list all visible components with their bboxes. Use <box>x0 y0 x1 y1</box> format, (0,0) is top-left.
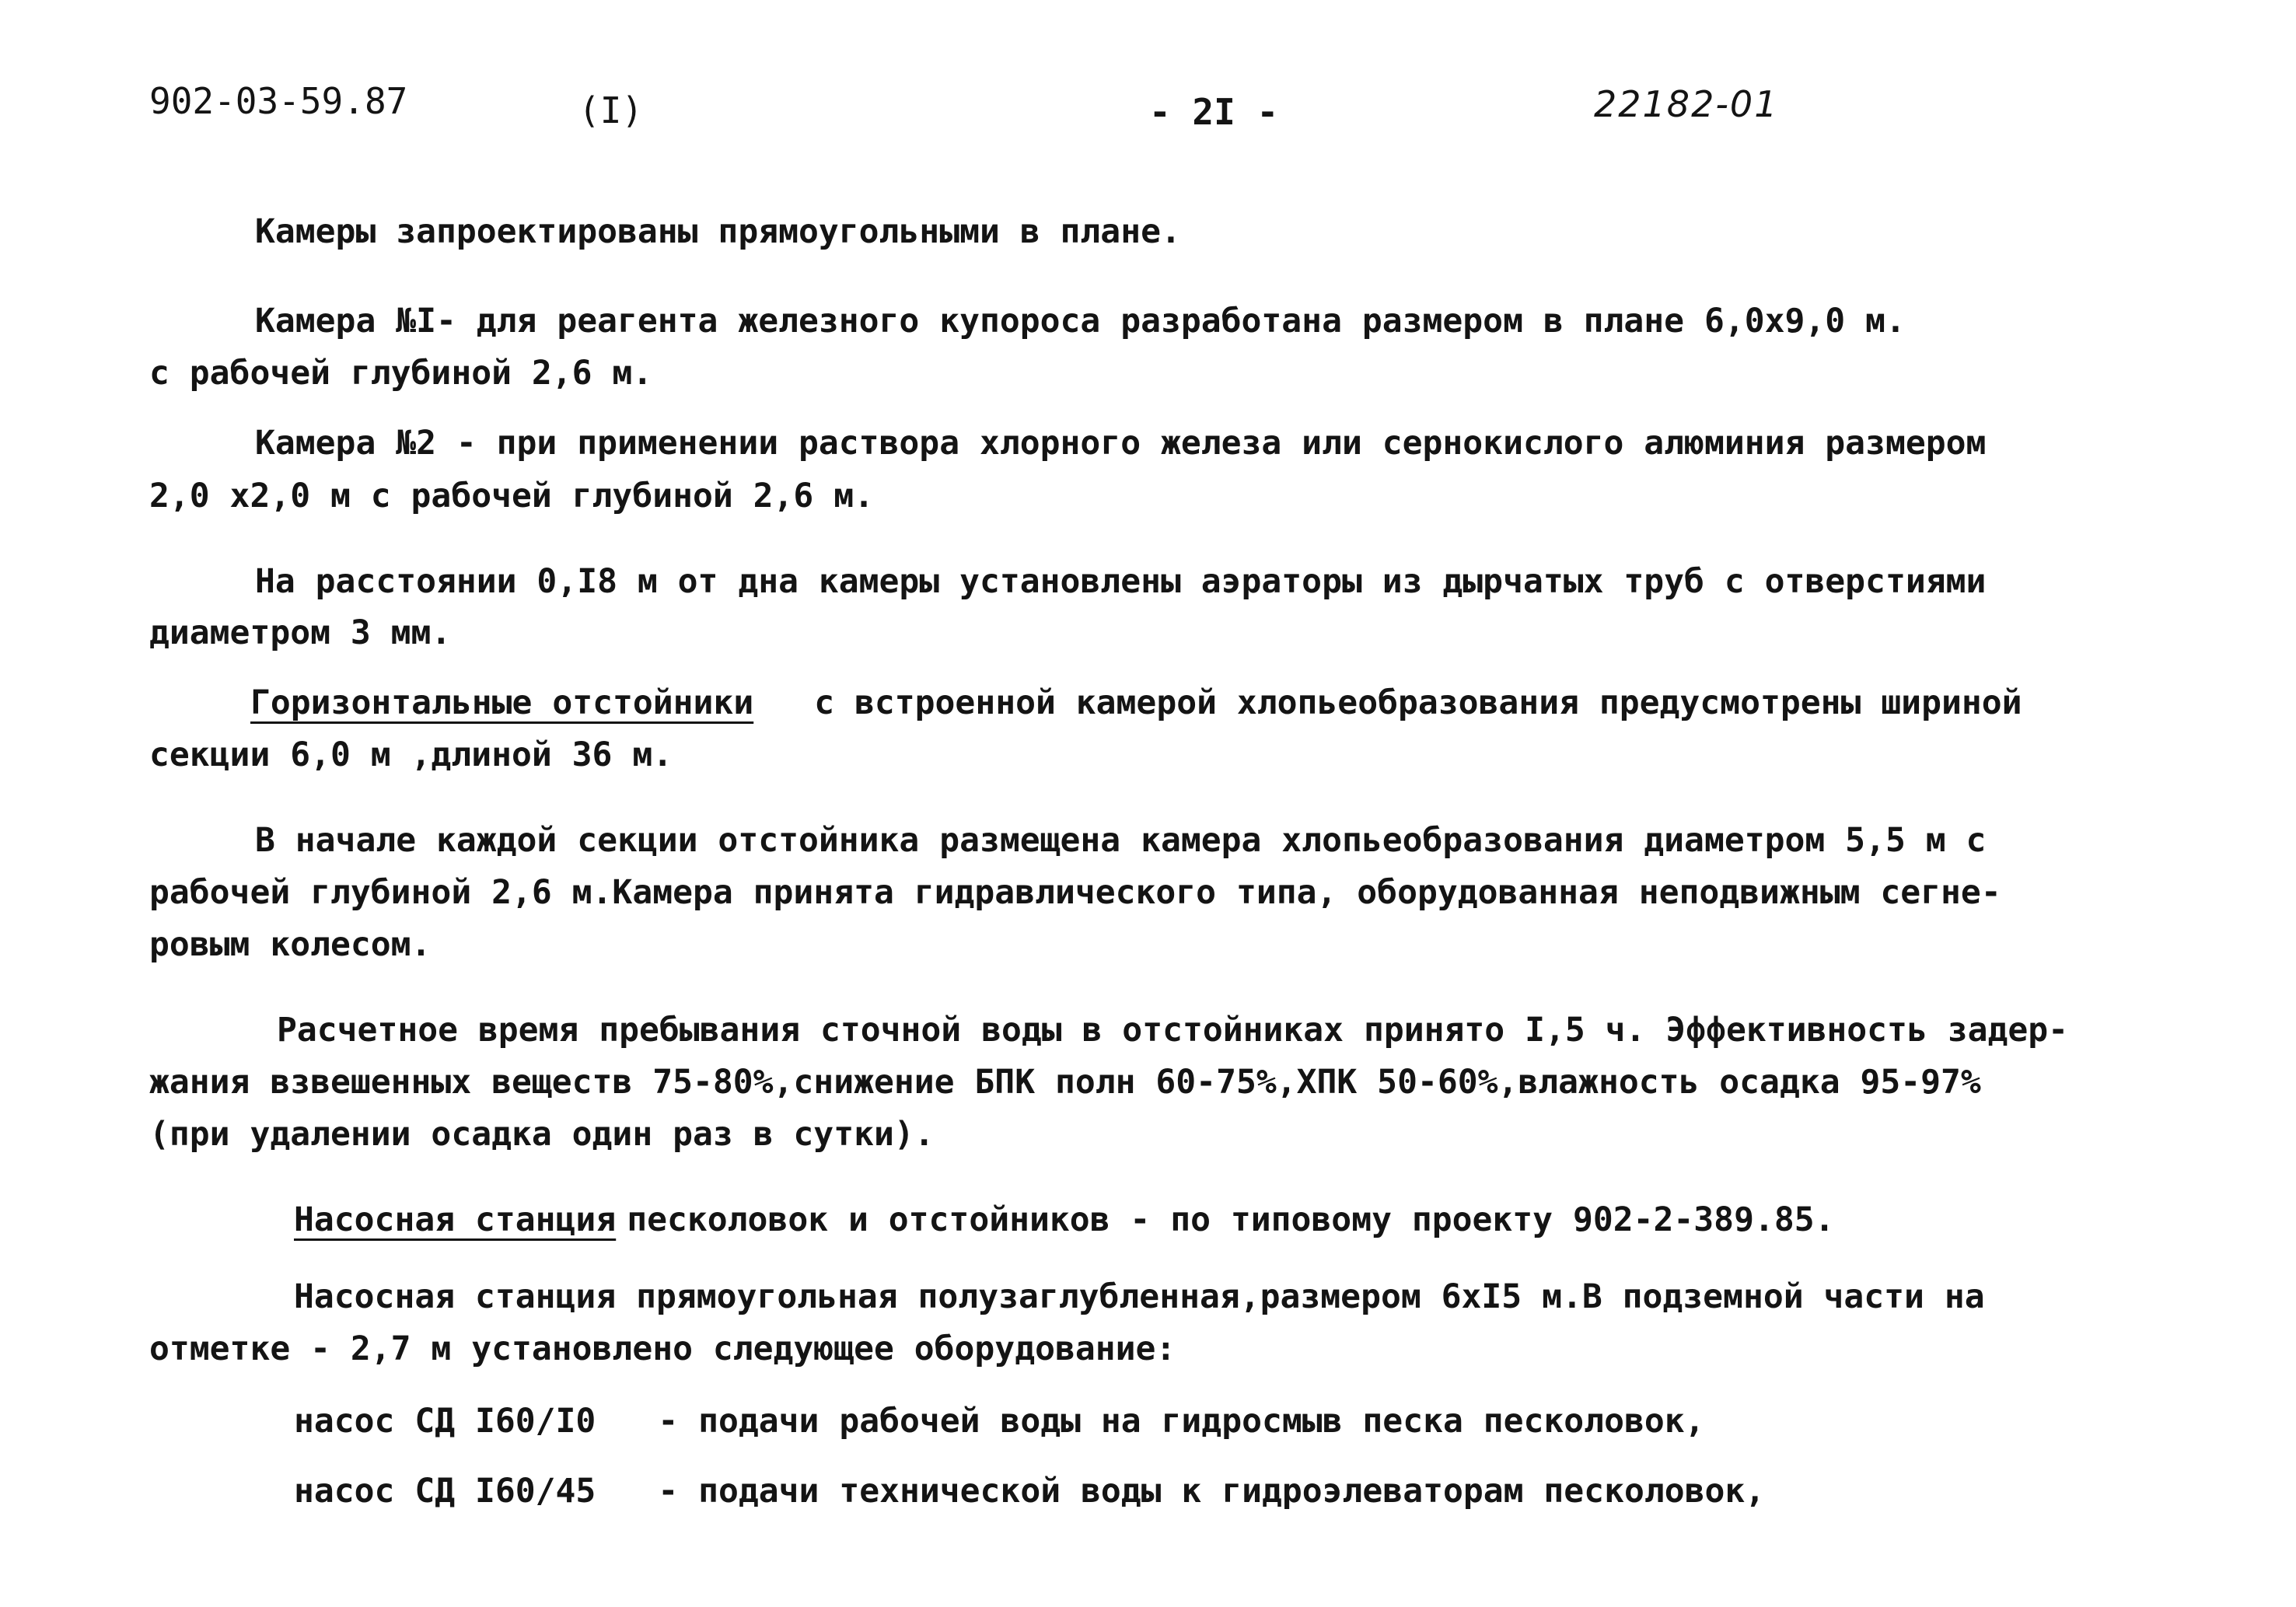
paragraph-line: Камеры запроектированы прямоугольными в плане. <box>255 212 1181 251</box>
paragraph-line: Расчетное время пребывания сточной воды в отстойниках принято I,5 ч. Эффективность задер- <box>277 1011 2069 1050</box>
list-item-desc: - подачи технической воды к гидроэлеваторам песколовок, <box>658 1472 1766 1511</box>
paragraph-line: рабочей глубиной 2,6 м.Камера принята гидравлического типа, оборудованная неподвижным сегне- <box>149 873 2001 912</box>
doc-code: 902-03-59.87 <box>149 80 408 122</box>
paragraph-line: На расстоянии 0,I8 м от дна камеры установлены аэраторы из дырчатых труб с отверстиями <box>255 562 1987 601</box>
section-heading: Насосная станция <box>294 1200 617 1239</box>
paragraph-text: с встроенной камерой хлопьеобразования предусмотрены шириной <box>814 683 2022 722</box>
paragraph-line <box>250 681 2022 725</box>
inventory-number: 22182-01 <box>1594 83 1779 125</box>
paragraph-line: 2,0 x2,0 м с рабочей глубиной 2,6 м. <box>149 477 874 515</box>
part-number: (I) <box>578 89 644 131</box>
paragraph-text: песколовок и отстойников - по типовому проекту 902-2-389.85. <box>627 1200 1835 1239</box>
page-header <box>0 78 2296 140</box>
paragraph-line: В начале каждой секции отстойника размещена камера хлопьеобразования диаметром 5,5 м с <box>255 821 1987 860</box>
section-heading: Горизонтальные отстойники <box>250 683 754 722</box>
list-item <box>294 1469 1765 1513</box>
paragraph-line: отметке - 2,7 м установлено следующее оборудование: <box>149 1329 1176 1368</box>
paragraph-line: с рабочей глубиной 2,6 м. <box>149 354 653 393</box>
paragraph-line: жания взвешенных веществ 75-80%,снижение БПК полн 60-75%,ХПК 50-60%,влажность осадка 95-97% <box>149 1063 1981 1102</box>
list-item <box>294 1399 1705 1443</box>
page-number: - 2I - <box>1149 91 1279 133</box>
list-item-label: насос СД I60/45 <box>294 1472 596 1511</box>
paragraph-line: диаметром 3 мм. <box>149 613 452 652</box>
paragraph-line: Камера №2 - при применении раствора хлорного железа или сернокислого алюминия размером <box>255 424 1987 463</box>
paragraph-line: Камера №I- для реагента железного купороса разработана размером в плане 6,0x9,0 м. <box>255 302 1906 341</box>
paragraph-line <box>294 1198 1835 1242</box>
paragraph-line: ровым колесом. <box>149 925 432 964</box>
list-item-desc: - подачи рабочей воды на гидросмыв песка песколовок, <box>658 1402 1705 1441</box>
paragraph-line: секции 6,0 м ,длиной 36 м. <box>149 735 673 774</box>
list-item-label: насос СД I60/I0 <box>294 1402 596 1441</box>
paragraph-line: Насосная станция прямоугольная полузаглубленная,размером 6xI5 м.В подземной части на <box>294 1277 1985 1316</box>
paragraph-line: (при удалении осадка один раз в сутки). <box>149 1115 935 1154</box>
